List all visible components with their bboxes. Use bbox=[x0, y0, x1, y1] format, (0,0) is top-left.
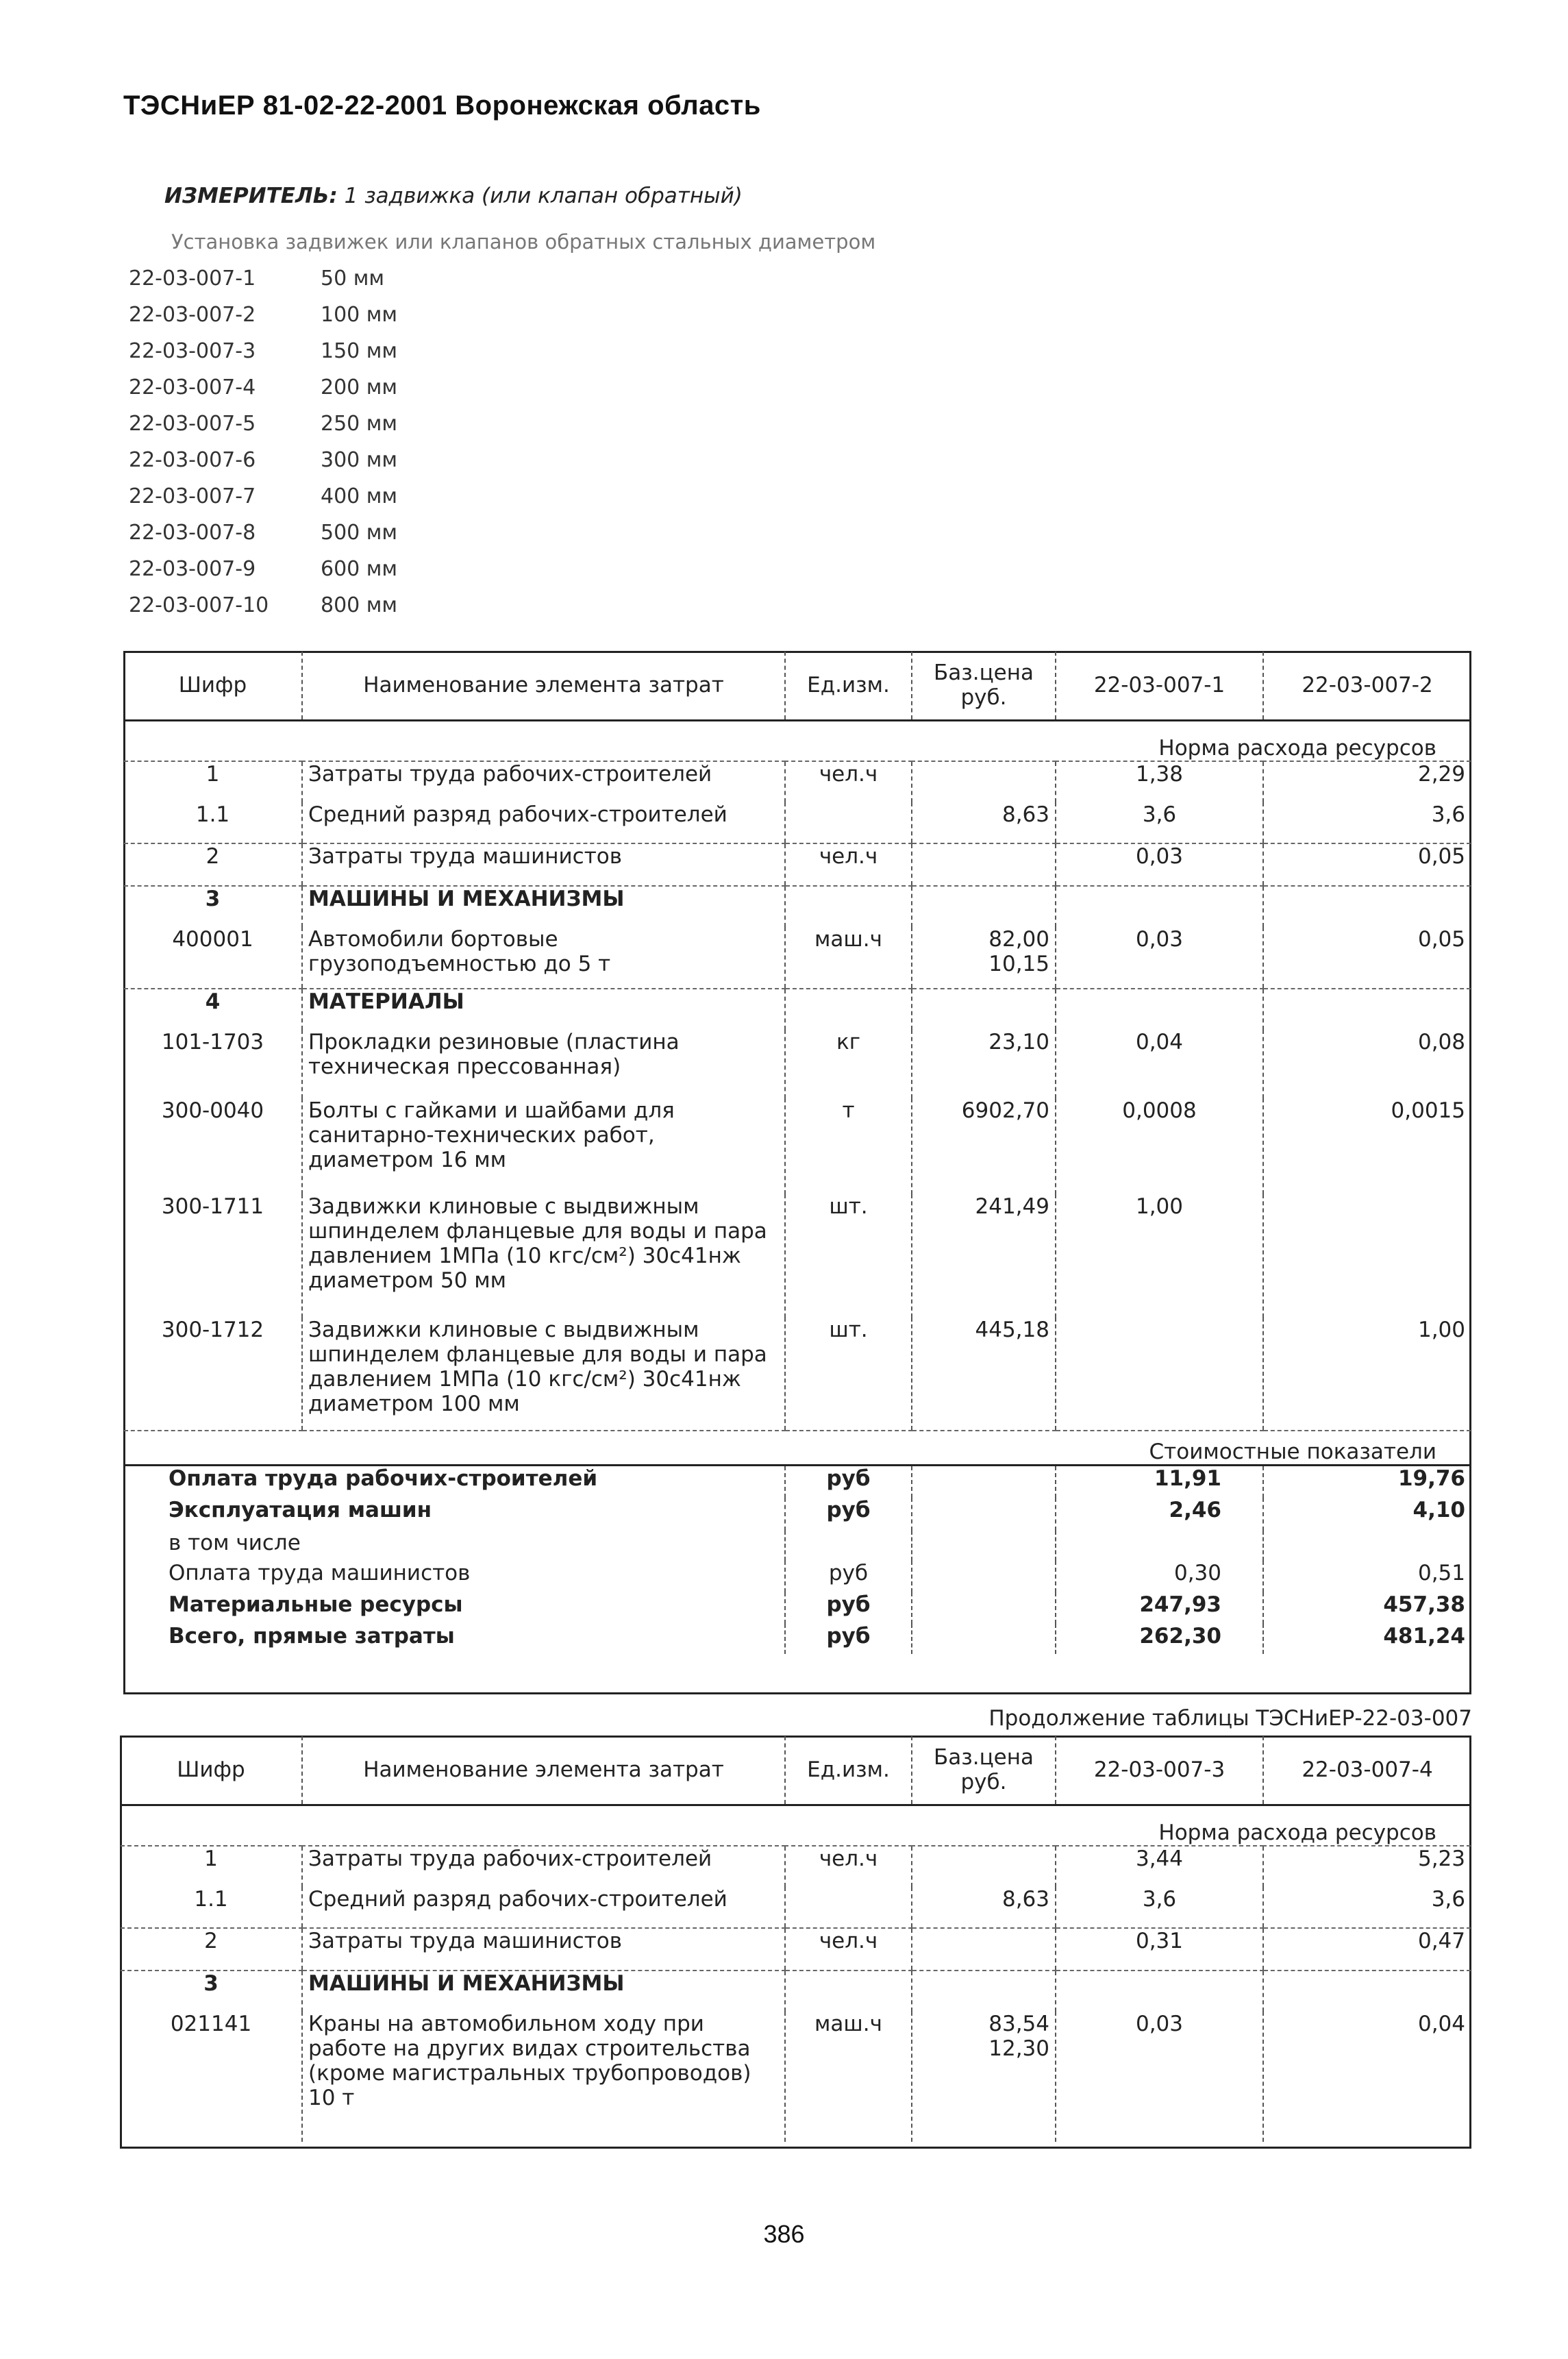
install-title: Установка задвижек или клапанов обратных стальных диаметром bbox=[171, 230, 876, 254]
cell-cipher: 021141 bbox=[170, 2012, 252, 2036]
cell-unit: чел.ч bbox=[785, 843, 912, 886]
cell-price bbox=[912, 761, 1056, 802]
cell-cipher: 1.1 bbox=[121, 1887, 302, 1928]
code: 22-03-007-10 bbox=[129, 593, 269, 617]
cell-unit: т bbox=[785, 1098, 912, 1194]
cell-value-1: 3,44 bbox=[1056, 1846, 1263, 1887]
cost-name: Оплата труда рабочих-строителей bbox=[169, 1466, 598, 1491]
page-number: 386 bbox=[763, 2220, 805, 2248]
code-row bbox=[129, 478, 397, 515]
table-row bbox=[124, 802, 1471, 843]
cell-name: Задвижки клиновые с выдвижным шпинделем фланцевые для воды и пара давлением 1МПа (10 кгс/см²) 30с41нж диаметром 100 мм bbox=[302, 1318, 785, 1431]
cell-price: 8,63 bbox=[912, 1887, 1056, 1928]
cell-cipher: 4 bbox=[205, 989, 221, 1014]
header-price: Баз.цена руб. bbox=[912, 1736, 1056, 1805]
cost-row bbox=[124, 1531, 1471, 1561]
cost-row bbox=[124, 1561, 1471, 1592]
section-title: МАШИНЫ И МЕХАНИЗМЫ bbox=[302, 1971, 785, 2012]
norm-section-label: Норма расхода ресурсов bbox=[124, 720, 1471, 761]
cell-price: 8,63 bbox=[912, 802, 1056, 843]
cell-value-2: 0,05 bbox=[1263, 843, 1471, 886]
cell-value-1: 3,6 bbox=[1056, 802, 1263, 843]
header-col-1: 22-03-007-3 bbox=[1056, 1736, 1263, 1805]
cost-value-1: 247,93 bbox=[1056, 1592, 1263, 1624]
cell-unit: маш.ч bbox=[785, 927, 912, 989]
cell-unit: шт. bbox=[785, 1318, 912, 1431]
document-title: ТЭСНиЕР 81-02-22-2001 Воронежская область bbox=[123, 90, 761, 121]
cell-value-1: 0,03 bbox=[1056, 927, 1263, 989]
cost-value-1: 262,30 bbox=[1056, 1624, 1263, 1654]
cell-unit: маш.ч bbox=[785, 2012, 912, 2142]
cost-value-1: 2,46 bbox=[1056, 1498, 1263, 1531]
code-row bbox=[129, 551, 397, 587]
header-price: Баз.цена руб. bbox=[912, 652, 1056, 720]
cell-cipher: 1.1 bbox=[124, 802, 302, 843]
cost-section-label: Стоимостные показатели bbox=[124, 1431, 1471, 1465]
cell-unit: чел.ч bbox=[785, 761, 912, 802]
cost-value-2: 481,24 bbox=[1263, 1624, 1471, 1654]
code-size: 300 мм bbox=[321, 448, 398, 472]
cell-cipher: 2 bbox=[121, 1928, 302, 1971]
measurer-value: 1 задвижка (или клапан обратный) bbox=[344, 184, 743, 208]
price-value: 82,00 bbox=[988, 927, 1049, 952]
table-row bbox=[121, 1887, 1471, 1928]
cost-unit: руб bbox=[785, 1561, 912, 1592]
code: 22-03-007-6 bbox=[129, 448, 256, 472]
cell-value-1: 1,00 bbox=[1056, 1194, 1263, 1318]
table-header-row bbox=[121, 1736, 1471, 1805]
cell-value-2: 0,05 bbox=[1263, 927, 1471, 989]
header-cipher: Шифр bbox=[121, 1736, 302, 1805]
code-size: 400 мм bbox=[321, 484, 398, 508]
cell-value-1: 3,6 bbox=[1056, 1887, 1263, 1928]
cell-cipher: 300-1712 bbox=[124, 1318, 302, 1431]
cell-price bbox=[912, 1846, 1056, 1887]
norm-section-row bbox=[124, 720, 1471, 761]
cell-value-2: 3,6 bbox=[1263, 1887, 1471, 1928]
cell-cipher: 1 bbox=[206, 762, 220, 787]
code-row bbox=[129, 406, 397, 442]
header-col-2: 22-03-007-2 bbox=[1263, 652, 1471, 720]
measurer-label: ИЗМЕРИТЕЛЬ: bbox=[164, 184, 338, 208]
section-row bbox=[124, 886, 1471, 927]
code: 22-03-007-2 bbox=[129, 303, 256, 327]
header-name: Наименование элемента затрат bbox=[302, 1736, 785, 1805]
section-row bbox=[121, 1971, 1471, 2012]
code: 22-03-007-5 bbox=[129, 412, 256, 436]
code-size: 250 мм bbox=[321, 412, 398, 436]
cell-value-2: 2,29 bbox=[1263, 761, 1471, 802]
table-row bbox=[124, 843, 1471, 886]
cell-name: Средний разряд рабочих-строителей bbox=[302, 1887, 785, 1928]
cell-unit: кг bbox=[785, 1030, 912, 1098]
cell-value-2 bbox=[1263, 1194, 1471, 1318]
cost-name: Оплата труда машинистов bbox=[169, 1561, 471, 1585]
norm-section-row bbox=[121, 1805, 1471, 1846]
code-size: 500 мм bbox=[321, 521, 398, 545]
code: 22-03-007-7 bbox=[129, 484, 256, 508]
section-row bbox=[124, 989, 1471, 1030]
measurer-line bbox=[164, 184, 743, 208]
table-row bbox=[124, 761, 1471, 802]
code-row bbox=[129, 369, 397, 406]
table-row bbox=[124, 927, 1471, 989]
cost-value-2: 19,76 bbox=[1263, 1465, 1471, 1498]
header-name: Наименование элемента затрат bbox=[302, 652, 785, 720]
cell-name: Задвижки клиновые с выдвижным шпинделем фланцевые для воды и пара давлением 1МПа (10 кгс/см²) 30с41нж диаметром 50 мм bbox=[302, 1194, 785, 1318]
cost-name: Всего, прямые затраты bbox=[169, 1624, 455, 1648]
cell-price bbox=[912, 927, 1056, 989]
cell-price: 445,18 bbox=[912, 1318, 1056, 1431]
code-row bbox=[129, 515, 397, 551]
price-value-secondary: 10,15 bbox=[988, 952, 1049, 976]
cell-price: 23,10 bbox=[912, 1030, 1056, 1098]
cell-price bbox=[912, 1928, 1056, 1971]
cell-value-1: 0,31 bbox=[1056, 1928, 1263, 1971]
cell-unit: чел.ч bbox=[785, 1846, 912, 1887]
code: 22-03-007-3 bbox=[129, 339, 256, 363]
cell-value-1: 0,0008 bbox=[1056, 1098, 1263, 1194]
cell-name: Затраты труда рабочих-строителей bbox=[302, 1846, 785, 1887]
cell-price: 241,49 bbox=[912, 1194, 1056, 1318]
cell-value-2: 0,08 bbox=[1263, 1030, 1471, 1098]
cell-cipher: 3 bbox=[203, 1971, 219, 1996]
table-1 bbox=[124, 652, 1471, 1654]
cost-value-1: 11,91 bbox=[1056, 1465, 1263, 1498]
code: 22-03-007-1 bbox=[129, 267, 256, 291]
code-size: 150 мм bbox=[321, 339, 398, 363]
cell-value-2: 5,23 bbox=[1263, 1846, 1471, 1887]
continuation-label: Продолжение таблицы ТЭСНиЕР-22-03-007 bbox=[988, 1706, 1472, 1731]
code-size: 600 мм bbox=[321, 557, 398, 581]
cell-value-2: 0,04 bbox=[1263, 2012, 1471, 2142]
cost-row bbox=[124, 1498, 1471, 1531]
cost-section-row bbox=[124, 1431, 1471, 1465]
header-col-2: 22-03-007-4 bbox=[1263, 1736, 1471, 1805]
cell-value-1: 0,03 bbox=[1056, 843, 1263, 886]
code-row bbox=[129, 297, 397, 333]
cell-value-1: 0,03 bbox=[1056, 2012, 1263, 2142]
cell-value-2: 1,00 bbox=[1263, 1318, 1471, 1431]
table-row bbox=[121, 1928, 1471, 1971]
cost-name: Материальные ресурсы bbox=[169, 1592, 463, 1617]
table-row bbox=[121, 2012, 1471, 2142]
code-size: 50 мм bbox=[321, 267, 384, 291]
table-row bbox=[124, 1318, 1471, 1431]
code-row bbox=[129, 442, 397, 478]
code: 22-03-007-8 bbox=[129, 521, 256, 545]
cell-unit bbox=[785, 802, 912, 843]
cost-row bbox=[124, 1465, 1471, 1498]
cost-value-2: 0,51 bbox=[1263, 1561, 1471, 1592]
cost-value-2: 4,10 bbox=[1263, 1498, 1471, 1531]
table-2 bbox=[121, 1736, 1471, 2142]
code-size: 800 мм bbox=[321, 593, 398, 617]
cell-value-2: 3,6 bbox=[1263, 802, 1471, 843]
cell-name: Средний разряд рабочих-строителей bbox=[302, 802, 785, 843]
cell-value-2: 0,47 bbox=[1263, 1928, 1471, 1971]
header-cipher: Шифр bbox=[124, 652, 302, 720]
cell-unit: шт. bbox=[785, 1194, 912, 1318]
cost-unit: руб bbox=[785, 1592, 912, 1624]
cell-name: Болты с гайками и шайбами для санитарно-технических работ, диаметром 16 мм bbox=[302, 1098, 785, 1194]
cell-name: Затраты труда рабочих-строителей bbox=[302, 761, 785, 802]
code-row bbox=[129, 260, 397, 297]
cell-value-1: 1,38 bbox=[1056, 761, 1263, 802]
code-row bbox=[129, 333, 397, 369]
cell-price bbox=[912, 843, 1056, 886]
header-unit: Ед.изм. bbox=[785, 652, 912, 720]
cost-name: Эксплуатация машин bbox=[169, 1498, 432, 1522]
cell-price: 6902,70 bbox=[912, 1098, 1056, 1194]
cell-cipher: 101-1703 bbox=[161, 1030, 264, 1054]
code: 22-03-007-9 bbox=[129, 557, 256, 581]
cell-name: Затраты труда машинистов bbox=[302, 843, 785, 886]
cell-cipher: 1 bbox=[204, 1847, 218, 1871]
cell-cipher: 3 bbox=[205, 887, 221, 911]
cell-cipher: 400001 bbox=[124, 927, 302, 989]
table-row bbox=[124, 1030, 1471, 1098]
table-header-row bbox=[124, 652, 1471, 720]
cell-cipher: 300-1711 bbox=[161, 1194, 264, 1219]
cell-value-1: 0,04 bbox=[1056, 1030, 1263, 1098]
cell-value-2: 0,0015 bbox=[1263, 1098, 1471, 1194]
header-unit: Ед.изм. bbox=[785, 1736, 912, 1805]
cell-name: Затраты труда машинистов bbox=[302, 1928, 785, 1971]
price-value-secondary: 12,30 bbox=[988, 2036, 1049, 2061]
header-col-1: 22-03-007-1 bbox=[1056, 652, 1263, 720]
cell-price bbox=[912, 2012, 1056, 2142]
code-size: 200 мм bbox=[321, 375, 398, 399]
code-row bbox=[129, 587, 397, 623]
cell-cipher: 300-0040 bbox=[161, 1098, 264, 1123]
cell-name: Краны на автомобильном ходу при работе на других видах строительства (кроме магистральных трубопроводов) 10 т bbox=[302, 2012, 785, 2142]
code: 22-03-007-4 bbox=[129, 375, 256, 399]
section-title: МАТЕРИАЛЫ bbox=[302, 989, 785, 1030]
cell-value-1 bbox=[1056, 1318, 1263, 1431]
code-size: 100 мм bbox=[321, 303, 398, 327]
cost-unit: руб bbox=[785, 1624, 912, 1654]
cost-value-1: 0,30 bbox=[1056, 1561, 1263, 1592]
cost-unit: руб bbox=[785, 1465, 912, 1498]
cell-unit bbox=[785, 1887, 912, 1928]
price-value: 83,54 bbox=[988, 2012, 1049, 2036]
cost-row bbox=[124, 1592, 1471, 1624]
cell-cipher: 2 bbox=[124, 843, 302, 886]
table-row bbox=[121, 1846, 1471, 1887]
norm-section-label: Норма расхода ресурсов bbox=[121, 1805, 1471, 1846]
cell-name: Прокладки резиновые (пластина техническая прессованная) bbox=[302, 1030, 785, 1098]
table-row bbox=[124, 1098, 1471, 1194]
table-row bbox=[124, 1194, 1471, 1318]
cost-row bbox=[124, 1624, 1471, 1654]
cost-name: в том числе bbox=[169, 1531, 301, 1555]
cost-unit: руб bbox=[785, 1498, 912, 1531]
cost-value-2: 457,38 bbox=[1263, 1592, 1471, 1624]
cell-unit: чел.ч bbox=[785, 1928, 912, 1971]
section-title: МАШИНЫ И МЕХАНИЗМЫ bbox=[302, 886, 785, 927]
cell-name: Автомобили бортовые грузоподъемностью до 5 т bbox=[302, 927, 785, 989]
code-list bbox=[129, 260, 397, 623]
